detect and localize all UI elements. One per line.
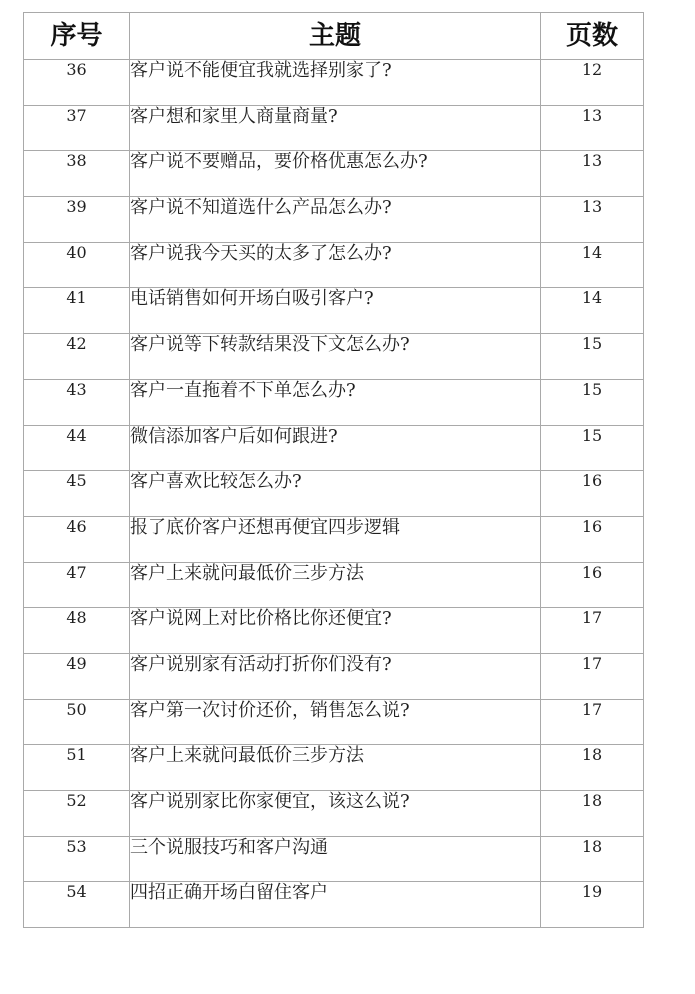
row-number: 41 bbox=[24, 288, 130, 334]
row-page: 12 bbox=[541, 60, 644, 106]
row-topic: 客户说不能便宜我就选择别家了? bbox=[130, 60, 541, 106]
row-topic: 客户一直拖着不下单怎么办? bbox=[130, 379, 541, 425]
row-page: 13 bbox=[541, 151, 644, 197]
row-topic: 客户上来就问最低价三步方法 bbox=[130, 562, 541, 608]
table-header-row bbox=[24, 13, 644, 60]
row-topic: 客户说网上对比价格比你还便宜? bbox=[130, 608, 541, 654]
row-number: 43 bbox=[24, 379, 130, 425]
row-topic: 电话销售如何开场白吸引客户? bbox=[130, 288, 541, 334]
table-row bbox=[24, 653, 644, 699]
table-body bbox=[24, 60, 644, 928]
table-row bbox=[24, 471, 644, 517]
row-page: 13 bbox=[541, 105, 644, 151]
row-topic: 客户想和家里人商量商量? bbox=[130, 105, 541, 151]
row-number: 37 bbox=[24, 105, 130, 151]
table-row bbox=[24, 334, 644, 380]
row-number: 42 bbox=[24, 334, 130, 380]
row-number: 46 bbox=[24, 516, 130, 562]
table-row bbox=[24, 791, 644, 837]
row-page: 15 bbox=[541, 379, 644, 425]
row-page: 13 bbox=[541, 197, 644, 243]
row-topic: 四招正确开场白留住客户 bbox=[130, 882, 541, 928]
row-number: 40 bbox=[24, 242, 130, 288]
row-number: 44 bbox=[24, 425, 130, 471]
row-topic: 客户说别家有活动打折你们没有? bbox=[130, 653, 541, 699]
row-number: 50 bbox=[24, 699, 130, 745]
table-row bbox=[24, 105, 644, 151]
table-row bbox=[24, 151, 644, 197]
header-topic: 主题 bbox=[130, 13, 541, 60]
row-number: 36 bbox=[24, 60, 130, 106]
table-row bbox=[24, 516, 644, 562]
row-page: 18 bbox=[541, 836, 644, 882]
row-topic: 客户说等下转款结果没下文怎么办? bbox=[130, 334, 541, 380]
row-topic: 三个说服技巧和客户沟通 bbox=[130, 836, 541, 882]
table-row bbox=[24, 197, 644, 243]
row-page: 15 bbox=[541, 334, 644, 380]
contents-table bbox=[23, 12, 644, 928]
header-number: 序号 bbox=[24, 13, 130, 60]
table-row bbox=[24, 562, 644, 608]
table-row bbox=[24, 608, 644, 654]
table-row bbox=[24, 745, 644, 791]
row-topic: 客户说不要赠品，要价格优惠怎么办? bbox=[130, 151, 541, 197]
table-row bbox=[24, 699, 644, 745]
row-page: 18 bbox=[541, 791, 644, 837]
row-page: 14 bbox=[541, 288, 644, 334]
table-row bbox=[24, 379, 644, 425]
row-page: 17 bbox=[541, 699, 644, 745]
table-row bbox=[24, 288, 644, 334]
table-row bbox=[24, 836, 644, 882]
row-number: 53 bbox=[24, 836, 130, 882]
row-number: 38 bbox=[24, 151, 130, 197]
row-page: 16 bbox=[541, 562, 644, 608]
table-row bbox=[24, 882, 644, 928]
row-topic: 客户喜欢比较怎么办? bbox=[130, 471, 541, 517]
header-page: 页数 bbox=[541, 13, 644, 60]
row-topic: 微信添加客户后如何跟进? bbox=[130, 425, 541, 471]
row-page: 17 bbox=[541, 653, 644, 699]
table-row bbox=[24, 425, 644, 471]
table-row bbox=[24, 60, 644, 106]
row-page: 14 bbox=[541, 242, 644, 288]
row-number: 51 bbox=[24, 745, 130, 791]
row-number: 45 bbox=[24, 471, 130, 517]
row-number: 39 bbox=[24, 197, 130, 243]
row-page: 15 bbox=[541, 425, 644, 471]
row-topic: 客户说我今天买的太多了怎么办? bbox=[130, 242, 541, 288]
row-topic: 客户第一次讨价还价，销售怎么说? bbox=[130, 699, 541, 745]
row-number: 47 bbox=[24, 562, 130, 608]
row-number: 48 bbox=[24, 608, 130, 654]
row-number: 52 bbox=[24, 791, 130, 837]
row-number: 49 bbox=[24, 653, 130, 699]
row-topic: 客户说不知道选什么产品怎么办? bbox=[130, 197, 541, 243]
row-page: 18 bbox=[541, 745, 644, 791]
table-row bbox=[24, 242, 644, 288]
row-page: 19 bbox=[541, 882, 644, 928]
row-topic: 客户上来就问最低价三步方法 bbox=[130, 745, 541, 791]
row-topic: 报了底价客户还想再便宜四步逻辑 bbox=[130, 516, 541, 562]
row-page: 17 bbox=[541, 608, 644, 654]
row-page: 16 bbox=[541, 516, 644, 562]
row-page: 16 bbox=[541, 471, 644, 517]
row-topic: 客户说别家比你家便宜，该这么说? bbox=[130, 791, 541, 837]
row-number: 54 bbox=[24, 882, 130, 928]
